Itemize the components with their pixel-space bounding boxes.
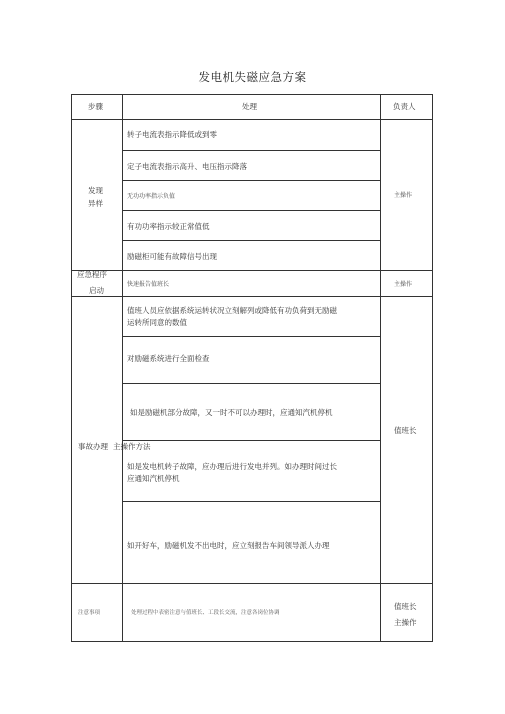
section2-owner: 主操作 [394,281,413,288]
list-item: 无功功率指示负值 [127,193,176,200]
section3-overlay-text: 主操作方法 [113,442,151,451]
row-divider [122,383,380,384]
section4-owner-line2: 主操作 [394,618,417,627]
column-divider-2 [380,94,381,642]
row-divider [122,150,380,151]
table-border-right [432,94,433,642]
section-divider-2 [71,296,433,297]
section4-owner-line1: 值班长 [394,602,417,611]
row-divider [122,336,380,337]
header-step: 步骤 [88,102,103,111]
header-owner: 负责人 [393,102,416,111]
table-border-top [71,94,433,95]
row-divider [122,240,380,241]
table-border-left [71,94,72,642]
column-divider-1 [122,94,123,642]
section-divider-3 [71,583,433,584]
section1-step: 发现 异样 [88,186,103,208]
list-item: 有功功率指示较正常值低 [127,222,210,231]
section3-owner: 值班长 [394,426,417,435]
section1-owner: 主操作 [394,192,413,199]
section3-step: 事故办理 [78,442,108,451]
list-item: 定子电流表指示高升、电压指示降落 [127,162,247,171]
list-item: 如是励磁机部分故障，又一时不可以办理时，应通知汽机停机 [130,408,333,417]
section2-step-line2: 启动 [89,286,104,295]
header-row-divider [71,119,433,120]
section4-item: 处理过程中表密注意与值班长、工段长交流，注意各岗位协调 [131,610,280,616]
list-item: 如是发电机转子故障，应办理后进行发电并列。如办理时间过长 应通知汽机停机 [127,462,337,483]
list-item: 转子电流表指示降低或到零 [127,130,217,139]
section-divider-1 [71,270,433,271]
row-divider [122,210,380,211]
row-divider [122,180,380,181]
section2-item: 快速报告值班长 [127,281,170,288]
header-process: 处理 [242,102,257,111]
page-title: 发电机失磁应急方案 [198,70,307,84]
row-divider [122,440,380,441]
row-divider [122,501,380,502]
table-border-bottom [71,641,433,642]
list-item: 值班人员应依据系统运转状况立刻解列或降低有功负荷到无励磁 运转所同意的数值 [127,306,337,327]
list-item: 对励磁系统进行全面检查 [127,354,210,363]
list-item: 如开好车，励磁机发不出电时，应立刻报告车间领导派人办理 [127,541,330,550]
section2-step-line1: 应急程序 [77,270,107,279]
list-item: 励磁柜可能有故障信号出现 [127,252,217,261]
section4-step: 注意事项 [78,610,101,616]
